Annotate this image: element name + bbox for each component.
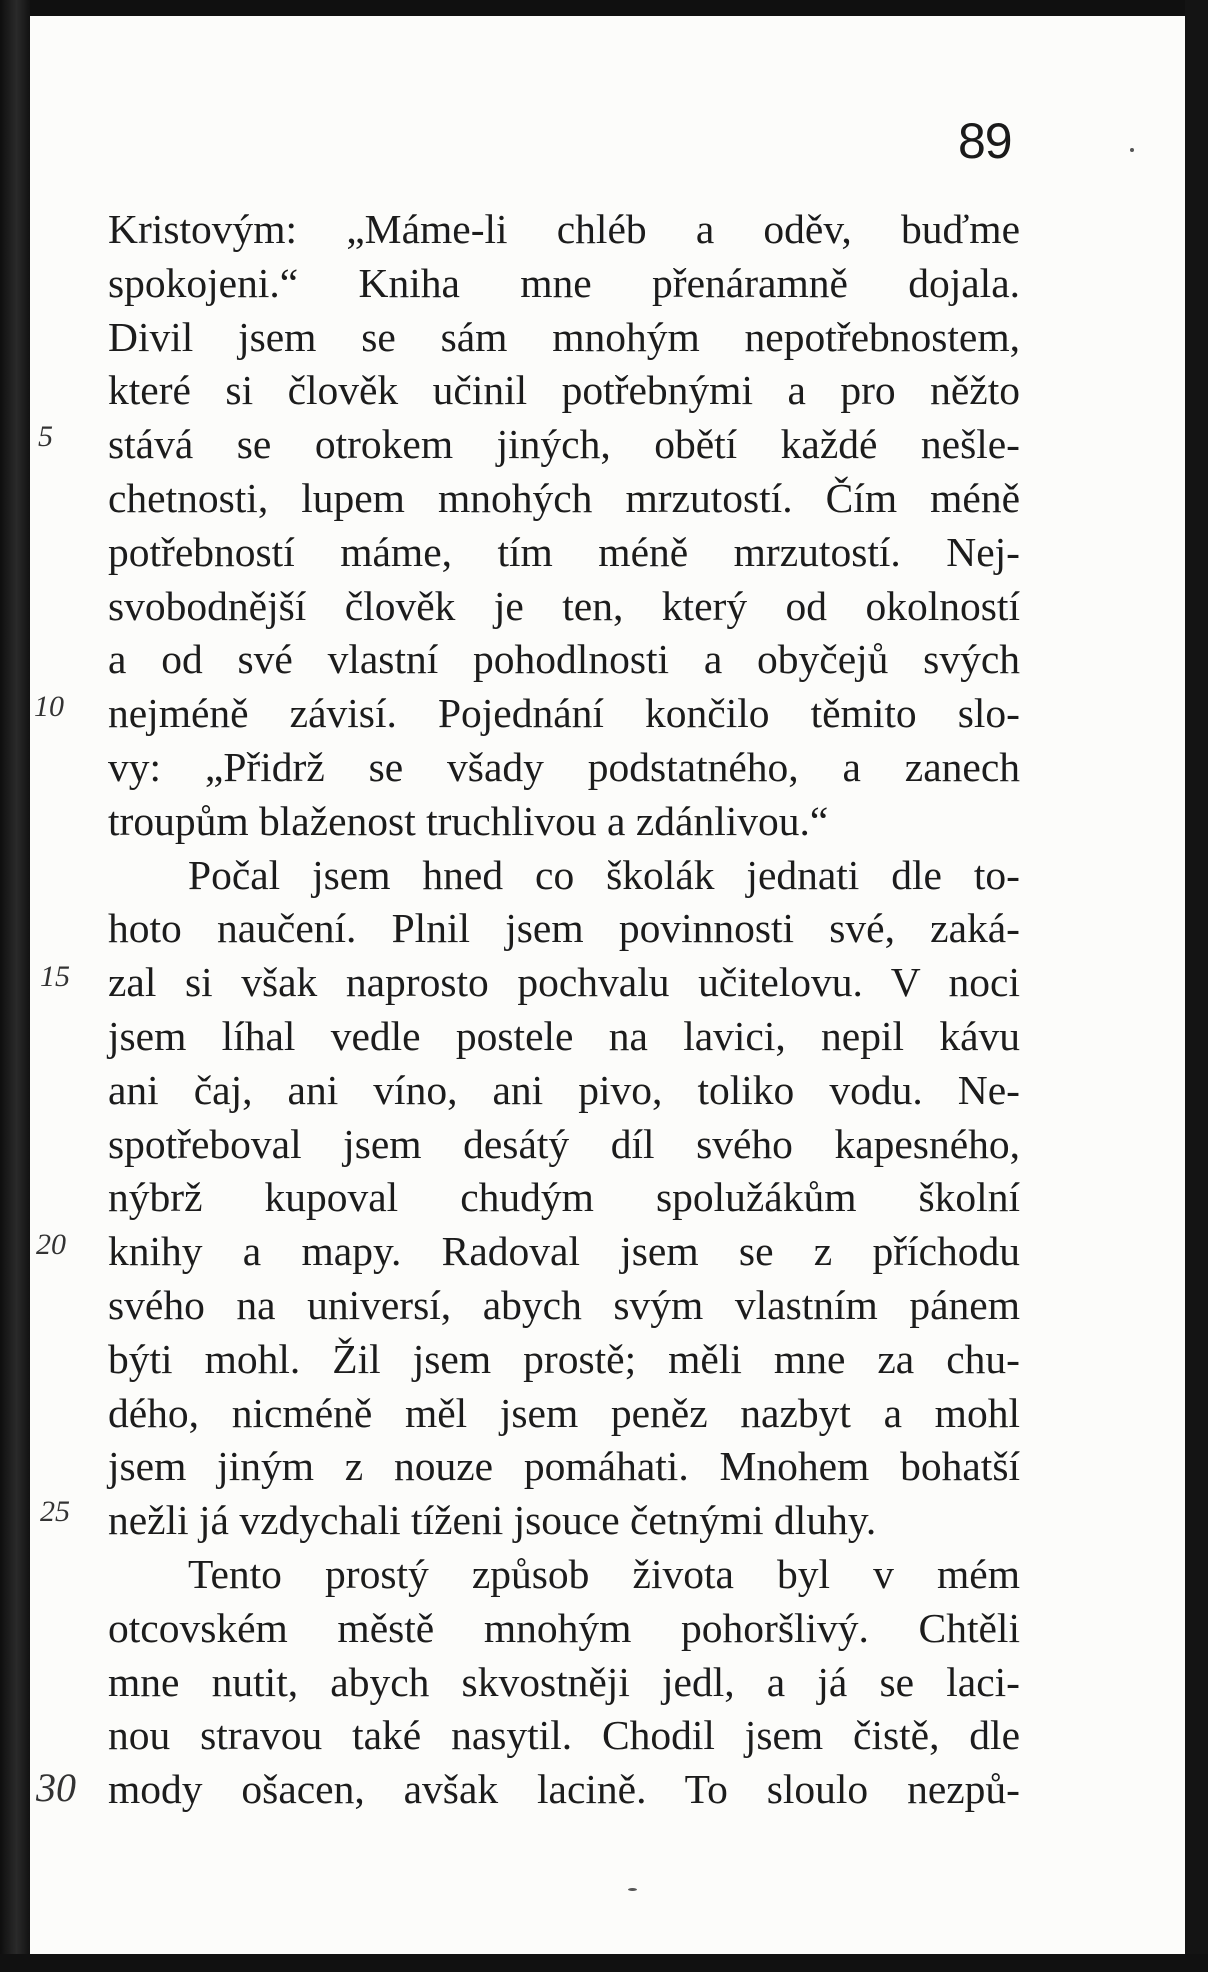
margin-mark: 20 <box>36 1228 66 1261</box>
text-line: svobodnější člověk je ten, který od okolností <box>108 582 1020 629</box>
body-text <box>108 203 1020 1817</box>
scan-speck <box>1130 148 1134 152</box>
text-line: troupům blaženost truchlivou a zdánlivou.“ <box>108 797 829 844</box>
margin-mark: 25 <box>40 1495 70 1528</box>
scan-top-border <box>0 0 1208 16</box>
book-spine-shadow <box>0 0 30 1972</box>
text-line: nýbrž kupoval chudým spolužákům školní <box>108 1174 1020 1221</box>
text-line: nežli já vzdychali tíženi jsouce četnými dluhy. <box>108 1497 877 1544</box>
text-line: Divil jsem se sám mnohým nepotřebnostem, <box>108 313 1020 360</box>
text-line: a od své vlastní pohodlnosti a obyčejů svých <box>108 636 1020 683</box>
text-line: svého na universí, abych svým vlastním pánem <box>108 1281 1020 1328</box>
text-line: mne nutit, abych skvostněji jedl, a já se laci- <box>108 1658 1020 1705</box>
text-line: býti mohl. Žil jsem prostě; měli mne za chu- <box>108 1335 1020 1382</box>
margin-mark: 5 <box>38 420 53 453</box>
margin-line-numbers <box>30 0 110 1972</box>
text-line: knihy a mapy. Radoval jsem se z příchodu <box>108 1228 1020 1275</box>
page-number: 89 <box>958 113 1012 169</box>
text-line: chetnosti, lupem mnohých mrzutostí. Čím méně <box>108 474 1020 521</box>
text-line: jsem líhal vedle postele na lavici, nepil kávu <box>108 1012 1020 1059</box>
text-line: Počal jsem hned co školák jednati dle to- <box>188 851 1020 898</box>
text-line: potřebností máme, tím méně mrzutostí. Nej- <box>108 528 1020 575</box>
text-line: vy: „Přidrž se všady podstatného, a zanech <box>108 743 1020 790</box>
text-line: stává se otrokem jiných, obětí každé nešle- <box>108 421 1020 468</box>
text-line: nejméně závisí. Pojednání končilo těmito slo- <box>108 690 1020 737</box>
margin-mark: 15 <box>40 960 70 993</box>
text-line: hoto naučení. Plnil jsem povinnosti své, zaká- <box>108 905 1020 952</box>
text-line: Kristovým: „Máme-li chléb a oděv, buďme <box>108 206 1020 252</box>
scan-bottom-border <box>0 1954 1208 1972</box>
text-line: spotřeboval jsem desátý díl svého kapesného, <box>108 1120 1020 1167</box>
text-line: mody ošacen, avšak lacině. To sloulo nezpů- <box>108 1766 1020 1813</box>
text-line: Tento prostý způsob života byl v mém <box>188 1550 1020 1597</box>
margin-mark: 30 <box>36 1765 76 1810</box>
text-line: ani čaj, ani víno, ani pivo, toliko vodu. Ne- <box>108 1066 1020 1113</box>
margin-mark: 10 <box>34 690 64 723</box>
text-line: které si člověk učinil potřebnými a pro něžto <box>108 367 1020 414</box>
text-line: jsem jiným z nouze pomáhati. Mnohem bohatší <box>108 1443 1020 1490</box>
text-line: nou stravou také nasytil. Chodil jsem čistě, dle <box>108 1712 1020 1759</box>
scan-right-border <box>1185 0 1208 1972</box>
text-line: spokojeni.“ Kniha mne přenáramně dojala. <box>108 259 1020 306</box>
text-line: dého, nicméně měl jsem peněz nazbyt a mohl <box>108 1389 1020 1436</box>
scan-speck <box>628 1888 637 1891</box>
text-line: otcovském městě mnohým pohoršlivý. Chtěli <box>108 1604 1020 1651</box>
text-line: zal si však naprosto pochvalu učitelovu. V noci <box>108 959 1020 1006</box>
